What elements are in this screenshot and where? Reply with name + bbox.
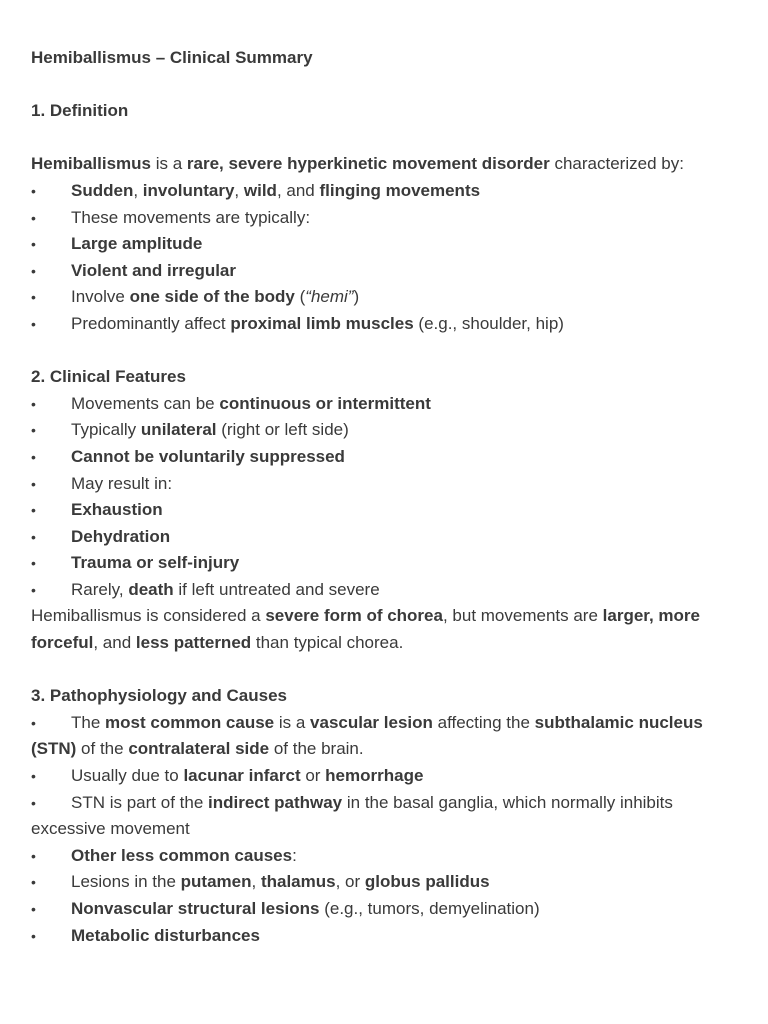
text-run: , but movements are (442, 606, 603, 626)
text-run: : (292, 845, 297, 865)
list-item (31, 231, 740, 258)
bold-text: Metabolic disturbances (71, 925, 260, 945)
document-title: Hemiballismus – Clinical Summary (31, 48, 313, 67)
text-run: characterized by: (549, 154, 684, 174)
text-run: ) (353, 287, 360, 307)
spacer (31, 657, 740, 684)
bullet-icon: • (31, 794, 36, 811)
text-run: Usually due to (71, 766, 184, 786)
bold-text: lacunar infarct (183, 766, 301, 786)
italic-text: “hemi” (305, 287, 354, 307)
section-heading-pathophysiology: 3. Pathophysiology and Causes (31, 686, 288, 706)
list-item (31, 923, 740, 950)
list-item (31, 524, 740, 551)
bold-text: Violent and irregular (71, 260, 237, 280)
list-item (31, 311, 740, 338)
bold-text: death (128, 579, 174, 599)
spacer (31, 338, 740, 365)
definition-list (31, 178, 740, 338)
text-run: The (71, 712, 106, 732)
bold-text: thalamus (260, 872, 336, 892)
bullet-icon: • (31, 236, 36, 253)
text-run: , (133, 180, 143, 200)
bullet-icon: • (31, 448, 36, 465)
spacer (31, 72, 740, 99)
bold-text: Trauma or self-injury (71, 553, 240, 573)
text-run: Hemiballismus is considered a (31, 606, 266, 626)
bullet-icon: • (31, 581, 36, 598)
bold-text: Sudden (71, 180, 134, 200)
bullet-icon: • (31, 768, 36, 785)
bold-text: contralateral side (128, 739, 270, 759)
bullet-icon: • (31, 422, 36, 439)
pathophysiology-list (31, 710, 740, 949)
section-heading-clinical-features: 2. Clinical Features (31, 367, 186, 387)
definition-intro (31, 151, 740, 178)
list-item (31, 417, 740, 444)
list-item (31, 763, 740, 790)
list-item (31, 843, 740, 870)
list-item (31, 391, 740, 418)
bullet-icon: • (31, 502, 36, 519)
list-item (31, 577, 740, 604)
bold-text: less patterned (135, 633, 252, 653)
bold-text: rare, severe hyperkinetic movement disorder (186, 154, 550, 174)
bullet-icon: • (31, 528, 36, 545)
text-run: or (300, 766, 326, 786)
text-run: , (234, 180, 244, 200)
list-item (31, 205, 740, 232)
bullet-icon: • (31, 315, 36, 332)
bullet-icon: • (31, 901, 36, 917)
list-item (31, 869, 740, 896)
text-run: of the brain. (269, 739, 364, 759)
bold-text: severe form of chorea (265, 606, 443, 626)
bold-text: subthalamic nucleus (STN) (31, 712, 703, 759)
text-run: (right or left side) (216, 420, 349, 440)
clinical-features-note (31, 603, 740, 656)
text-run: , (251, 872, 261, 892)
text-run: Typically (71, 420, 141, 440)
spacer (31, 125, 740, 152)
bold-text: continuous or intermittent (219, 393, 431, 413)
bold-text: hemorrhage (325, 766, 424, 786)
bullet-icon: • (31, 182, 36, 199)
bold-text: wild (243, 180, 277, 200)
bold-text: Hemiballismus (31, 154, 151, 174)
list-item (31, 497, 740, 524)
text-run: is a (274, 712, 311, 732)
text-run: ( (294, 287, 306, 307)
list-item (31, 710, 740, 763)
text-run: is a (151, 154, 187, 174)
text-run: , and (93, 633, 136, 653)
bullet-icon: • (31, 262, 36, 279)
bold-text: Nonvascular structural lesions (71, 899, 320, 918)
text-run: (e.g., tumors, demyelination) (319, 899, 540, 918)
list-item (31, 178, 740, 205)
text-run: (e.g., shoulder, hip) (413, 313, 564, 333)
bold-text: vascular lesion (310, 712, 433, 732)
text-run: These movements are typically: (71, 207, 311, 227)
list-item (31, 550, 740, 577)
bullet-icon: • (31, 289, 36, 306)
bold-text: flinging movements (319, 180, 481, 200)
bold-text: Other less common causes (71, 845, 293, 865)
list-item (31, 284, 740, 311)
bullet-icon: • (31, 847, 36, 864)
bold-text: Large amplitude (71, 234, 203, 254)
clinical-features-list (31, 391, 740, 604)
bold-text: Cannot be voluntarily suppressed (71, 446, 345, 466)
text-run: than typical chorea. (251, 633, 404, 653)
text-run: Lesions in the (71, 872, 181, 892)
bullet-icon: • (31, 395, 36, 412)
list-item (31, 790, 740, 843)
bullet-icon: • (31, 927, 36, 944)
bold-text: indirect pathway (208, 792, 343, 812)
text-run: Predominantly affect (71, 313, 231, 333)
bold-text: involuntary (142, 180, 235, 200)
bold-text: globus pallidus (364, 872, 490, 892)
text-run: of the (76, 739, 129, 759)
text-run: Rarely, (71, 579, 129, 599)
bold-text: larger, more forceful (31, 606, 700, 653)
bold-text: unilateral (140, 420, 217, 440)
list-item (31, 444, 740, 471)
bold-text: proximal limb muscles (230, 313, 414, 333)
text-run: May result in: (71, 473, 173, 493)
text-run: STN is part of the (71, 792, 208, 812)
bullet-icon: • (31, 874, 36, 891)
text-run: Movements can be (71, 393, 220, 413)
bold-text: one side of the body (129, 287, 295, 307)
list-item (31, 471, 740, 498)
bold-text: Exhaustion (71, 500, 163, 520)
text-run: , and (276, 180, 320, 200)
bold-text: Dehydration (71, 526, 171, 546)
list-item (31, 896, 740, 923)
bullet-icon: • (31, 475, 36, 492)
text-run: affecting the (432, 712, 535, 732)
text-run: Involve (71, 287, 130, 307)
text-run: , or (335, 872, 365, 892)
bold-text: putamen (180, 872, 252, 892)
section-heading-definition: 1. Definition (31, 101, 129, 121)
text-run: in the basal ganglia, which normally inhibits excessive movement (31, 792, 673, 839)
text-run: if left untreated and severe (173, 579, 380, 599)
bullet-icon: • (31, 714, 36, 731)
bullet-icon: • (31, 555, 36, 572)
list-item (31, 258, 740, 285)
bullet-icon: • (31, 209, 36, 226)
bold-text: most common cause (105, 712, 275, 732)
